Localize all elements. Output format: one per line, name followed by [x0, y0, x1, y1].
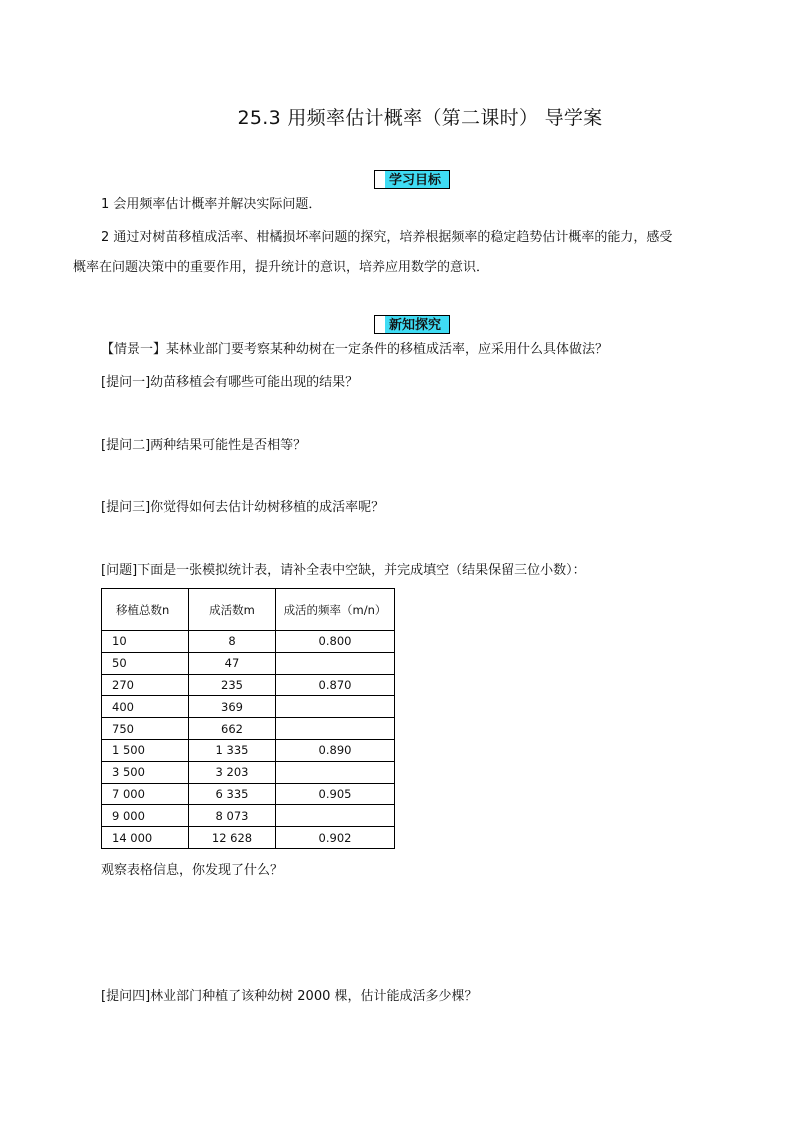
cell-m: 47 — [189, 652, 276, 674]
cell-n: 3 500 — [102, 761, 189, 783]
cell-m: 8 — [189, 631, 276, 653]
survival-rate-table — [101, 588, 395, 849]
cell-frequency-blank[interactable] — [276, 652, 395, 674]
header-survived: 成活数m — [189, 589, 276, 631]
cell-frequency-blank[interactable] — [276, 761, 395, 783]
cell-n: 1 500 — [102, 739, 189, 761]
cell-frequency-blank[interactable] — [276, 718, 395, 740]
cell-m: 3 203 — [189, 761, 276, 783]
cell-n: 7 000 — [102, 783, 189, 805]
page-title: 25.3 用频率估计概率（第二课时） 导学案 — [237, 107, 603, 129]
question-two: [提问二]两种结果可能性是否相等？ — [101, 438, 307, 453]
table-row — [102, 631, 395, 653]
cell-m: 369 — [189, 696, 276, 718]
header-total-planted: 移植总数n — [102, 589, 189, 631]
cell-frequency: 0.905 — [276, 783, 395, 805]
table-row — [102, 652, 395, 674]
cell-m: 235 — [189, 674, 276, 696]
cell-n: 400 — [102, 696, 189, 718]
table-header-row — [102, 589, 395, 631]
question-one: [提问一]幼苗移植会有哪些可能出现的结果？ — [101, 375, 359, 390]
cell-frequency: 0.890 — [276, 739, 395, 761]
table-row — [102, 783, 395, 805]
objective-item-2: 2 通过对树苗移植成活率、柑橘损坏率问题的探究，培养根据频率的稳定趋势估计概率的能力，感受 — [101, 230, 673, 245]
cell-n: 14 000 — [102, 827, 189, 849]
cell-n: 750 — [102, 718, 189, 740]
question-four: [提问四]林业部门种植了该种幼树 2000 棵，估计能成活多少棵？ — [101, 989, 478, 1004]
table-row — [102, 696, 395, 718]
cell-m: 1 335 — [189, 739, 276, 761]
section-heading-objectives: 学习目标 — [374, 170, 450, 189]
cell-frequency-blank[interactable] — [276, 696, 395, 718]
objective-item-2-continued: 概率在问题决策中的重要作用，提升统计的意识，培养应用数学的意识． — [73, 260, 490, 275]
table-row — [102, 827, 395, 849]
header-frequency: 成活的频率（m/n） — [276, 589, 395, 631]
cell-frequency: 0.870 — [276, 674, 395, 696]
cell-n: 10 — [102, 631, 189, 653]
table-row — [102, 739, 395, 761]
table-row — [102, 761, 395, 783]
observe-prompt: 观察表格信息，你发现了什么？ — [101, 863, 284, 878]
scenario-one: 【情景一】某林业部门要考察某种幼树在一定条件的移植成活率，应采用什么具体做法？ — [101, 342, 609, 357]
question-three: [提问三]你觉得如何去估计幼树移植的成活率呢？ — [101, 500, 385, 515]
cell-frequency: 0.902 — [276, 827, 395, 849]
cell-m: 8 073 — [189, 805, 276, 827]
cell-n: 50 — [102, 652, 189, 674]
section-heading-exploration: 新知探究 — [374, 315, 450, 334]
cell-frequency: 0.800 — [276, 631, 395, 653]
problem-statement: [问题]下面是一张模拟统计表，请补全表中空缺，并完成填空（结果保留三位小数）： — [101, 563, 586, 578]
table-row — [102, 718, 395, 740]
cell-n: 270 — [102, 674, 189, 696]
cell-m: 6 335 — [189, 783, 276, 805]
cell-m: 12 628 — [189, 827, 276, 849]
objective-item-1: 1 会用频率估计概率并解决实际问题． — [101, 197, 322, 212]
table-row — [102, 805, 395, 827]
cell-n: 9 000 — [102, 805, 189, 827]
cell-frequency-blank[interactable] — [276, 805, 395, 827]
cell-m: 662 — [189, 718, 276, 740]
table-row — [102, 674, 395, 696]
